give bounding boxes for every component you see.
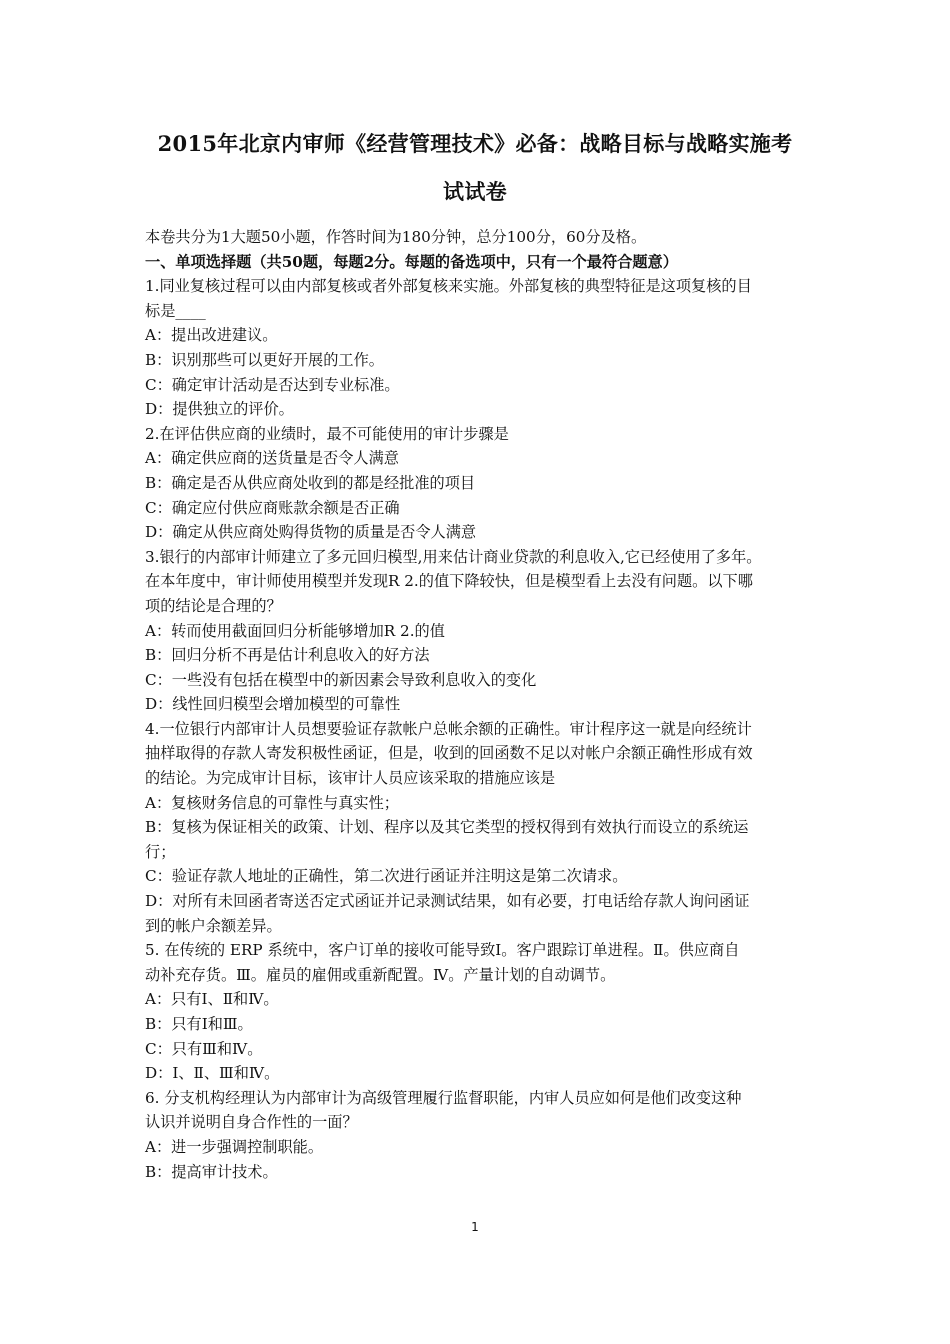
text-line: B：复核为保证相关的政策、计划、程序以及其它类型的授权得到有效执行而设立的系统运 <box>145 818 749 837</box>
document-title-line-2: 试试卷 <box>443 179 507 204</box>
document-title-line-1: 2015年北京内审师《经营管理技术》必备：战略目标与战略实施考 <box>157 131 793 156</box>
text-line: B：确定是否从供应商处收到的都是经批准的项目 <box>145 473 476 492</box>
text-line: 4.一位银行内部审计人员想要验证存款帐户总帐余额的正确性。审计程序这一就是向经统计 <box>145 719 752 738</box>
text-line: B：只有Ⅰ和Ⅲ。 <box>145 1015 253 1033</box>
text-line: 6. 分支机构经理认为内部审计为高级管理履行监督职能，内审人员应如何是他们改变这种 <box>145 1088 742 1107</box>
text-line: 在本年度中，审计师使用模型并发现R 2.的值下降较快，但是模型看上去没有问题。以下哪 <box>145 572 753 591</box>
text-line: 行； <box>145 842 176 861</box>
text-line: A：进一步强调控制职能。 <box>145 1137 324 1156</box>
text-line: 到的帐户余额差异。 <box>145 916 282 935</box>
text-line: 5. 在传统的 ERP 系统中，客户订单的接收可能导致Ⅰ。客户跟踪订单进程。Ⅱ。供应商自 <box>145 941 740 960</box>
text-line: A：提出改进建议。 <box>145 326 278 345</box>
text-line: B：识别那些可以更好开展的工作。 <box>145 350 384 369</box>
text-line: D：线性回归模型会增加模型的可靠性 <box>145 695 401 714</box>
document-body <box>145 225 815 1184</box>
text-line: C：验证存款人地址的正确性，第二次进行函证并注明这是第二次请求。 <box>145 867 628 886</box>
text-line: 2.在评估供应商的业绩时，最不可能使用的审计步骤是 <box>145 424 509 443</box>
text-line: 抽样取得的存款人寄发积极性函证，但是，收到的回函数不足以对帐户余额正确性形成有效 <box>145 744 753 763</box>
page-number: 1 <box>471 1220 479 1234</box>
question-lines <box>145 274 815 1184</box>
text-line: C：确定应付供应商账款余额是否正确 <box>145 498 400 517</box>
text-line: 认识并说明自身合作性的一面？ <box>145 1113 358 1132</box>
text-line: A：只有Ⅰ、Ⅱ和Ⅳ。 <box>145 990 279 1009</box>
text-line: B：回归分析不再是估计利息收入的好方法 <box>145 646 430 665</box>
text-line: D：对所有未回函者寄送否定式函证并记录测试结果，如有必要，打电话给存款人询问函证 <box>145 892 750 911</box>
text-line: B：提高审计技术。 <box>145 1162 278 1181</box>
text-line: A：确定供应商的送货量是否令人满意 <box>145 449 399 468</box>
text-line: D：确定从供应商处购得货物的质量是否令人满意 <box>145 523 477 542</box>
text-line: A：复核财务信息的可靠性与真实性； <box>145 793 399 812</box>
text-line: C：只有Ⅲ和Ⅳ。 <box>145 1039 263 1058</box>
text-line: C：确定审计活动是否达到专业标准。 <box>145 375 400 394</box>
section-heading: 一、单项选择题（共50题，每题2分。每题的备选项中，只有一个最符合题意） <box>145 252 678 271</box>
text-line: D：Ⅰ、Ⅱ、Ⅲ和Ⅳ。 <box>145 1064 280 1083</box>
text-line: 标是____ <box>145 301 206 320</box>
text-line: C：一些没有包括在模型中的新因素会导致利息收入的变化 <box>145 670 537 689</box>
text-line: 1.同业复核过程可以由内部复核或者外部复核来实施。外部复核的典型特征是这项复核的目 <box>145 277 752 296</box>
text-line: 项的结论是合理的？ <box>145 596 282 615</box>
text-line: 3.银行的内部审计师建立了多元回归模型,用来估计商业贷款的利息收入,它已经使用了多年。 <box>145 547 762 566</box>
text-line: D：提供独立的评价。 <box>145 400 294 419</box>
text-line: 的结论。为完成审计目标，该审计人员应该采取的措施应该是 <box>145 769 556 788</box>
exam-intro: 本卷共分为1大题50小题，作答时间为180分钟，总分100分，60分及格。 <box>145 228 647 246</box>
text-line: 动补充存货。Ⅲ。雇员的雇佣或重新配置。Ⅳ。产量计划的自动调节。 <box>145 965 616 984</box>
text-line: A：转而使用截面回归分析能够增加R 2.的值 <box>145 621 445 640</box>
